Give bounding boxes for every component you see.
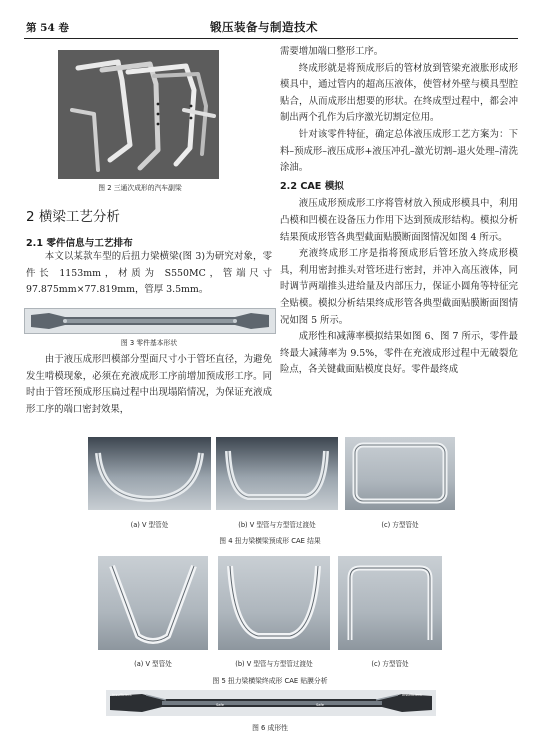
figure-4b-image [216,437,338,510]
figure-5a-image [98,556,208,650]
section-2-title: 2 横梁工艺分析 [26,209,120,225]
figure-4-caption: 图 4 扭力梁横梁预成形 CAE 结果 [219,537,321,545]
left-paragraph-2 [26,352,272,418]
final-transition-section-svg [218,556,330,650]
para-1-text: 本文以某款车型的后扭力梁横梁(图 3)为研究对象，零件长 1153mm，材质为 S550MC，管端尺寸 97.875mm×77.819mm，管厚 3.5mm。 [26,251,272,296]
figure-6-caption: 图 6 成形性 [252,724,288,732]
figure-2-photo [58,50,219,179]
subsection-2-2-title: 2.2 CAE 模拟 [280,180,344,192]
journal-title: 锻压装备与制造技术 [210,20,318,34]
fig6-label-insufficient-left: Insufficient [112,693,132,697]
volume-label: 第 54 卷 [26,22,69,34]
subsection-2-1-title: 2.1 零件信息与工艺排布 [26,238,133,249]
figure-4a-image [88,437,211,510]
square-section-svg [345,437,455,510]
formability-plot-svg [106,690,436,716]
figure-5c-label: (c) 方型管处 [371,660,409,668]
figure-5b-image [218,556,330,650]
figure-5-caption: 图 5 扭力梁横梁终成形 CAE 贴膜分析 [212,677,328,685]
right-para-c: 针对该零件特征，确定总体液压成形工艺方案为：下料–预成形–液压成形+液压冲孔–激光切割–退火处理–清洗涂油。 [280,128,518,174]
right-column [280,44,518,379]
header-rule [24,38,518,39]
figure-5c-image [338,556,442,650]
right-para-b: 终成形就是将预成形后的管材放到管梁充液胀形成形模具中，通过管内的超高压液体，使管材外壁与模具型腔贴合，从而成形出想要的形状。在终成型过程中，都会冲制出两个孔作为后序激光切割定位用。 [280,62,518,124]
figure-5b-label: (b) V 型管与方型管过渡处 [235,660,313,668]
part-shape-svg [25,309,275,333]
figure-4b-label: (b) V 型管与方型管过渡处 [238,521,316,529]
figure-6-image [106,690,436,716]
figure-4a-label: (a) V 型管处 [130,521,169,529]
right-para-e: 充液终成形工序是指将预成形后管坯放入终成形模具，利用密封推头对管坯进行密封，并冲入高压液体，同时调节两端推头进给量及内部压力，保证小圆角等特征完全贴模。模拟分析结果终成形管各典型截面贴膜断面图情况如图 5 所示。 [280,248,518,326]
figure-4c-label: (c) 方型管处 [381,521,419,529]
subframe-photo-svg [58,50,219,179]
transition-section-svg [216,437,338,510]
final-v-section-svg [98,556,208,650]
figure-2-caption: 图 2 三通次成形的汽车副梁 [98,184,182,192]
figure-4c-image [345,437,455,510]
right-para-a: 需要增加端口整形工序。 [280,46,384,57]
right-para-d: 液压成形预成形工序将管材放入预成形模具中，利用凸模和凹模在设备压力作用下达到预成形结构。模拟分析结果预成形管各典型截面贴膜断面图情况如图 4 所示。 [280,198,518,243]
figure-5a-label: (a) V 型管处 [134,660,172,668]
figure-3-part-image [24,308,276,334]
para-2-text: 由于液压成形凹模部分型面尺寸小于管坯直径，为避免发生啃模现象，必须在充液成形工序前增加预成形工序。同时由于管坯预成形压扁过程中出现塌陷情况，为保证充液成形工序的端口密封效果， [26,354,272,415]
fig6-label-insufficient-right: Insufficient [402,693,422,697]
fig6-label-safe-right: Safe [316,703,324,707]
v-section-svg [88,437,211,510]
right-para-f: 成形性和减薄率模拟结果如图 6、图 7 所示，零件最终最大减薄率为 9.5%，零件在充液成形过程中无破裂危险点，各关键截面贴模度良好。零件最终成 [280,331,518,376]
left-paragraph-1 [26,249,272,299]
fig6-label-safe-left: Safe [216,703,224,707]
final-square-section-svg [338,556,442,650]
figure-3-caption: 图 3 零件基本形状 [120,339,178,347]
